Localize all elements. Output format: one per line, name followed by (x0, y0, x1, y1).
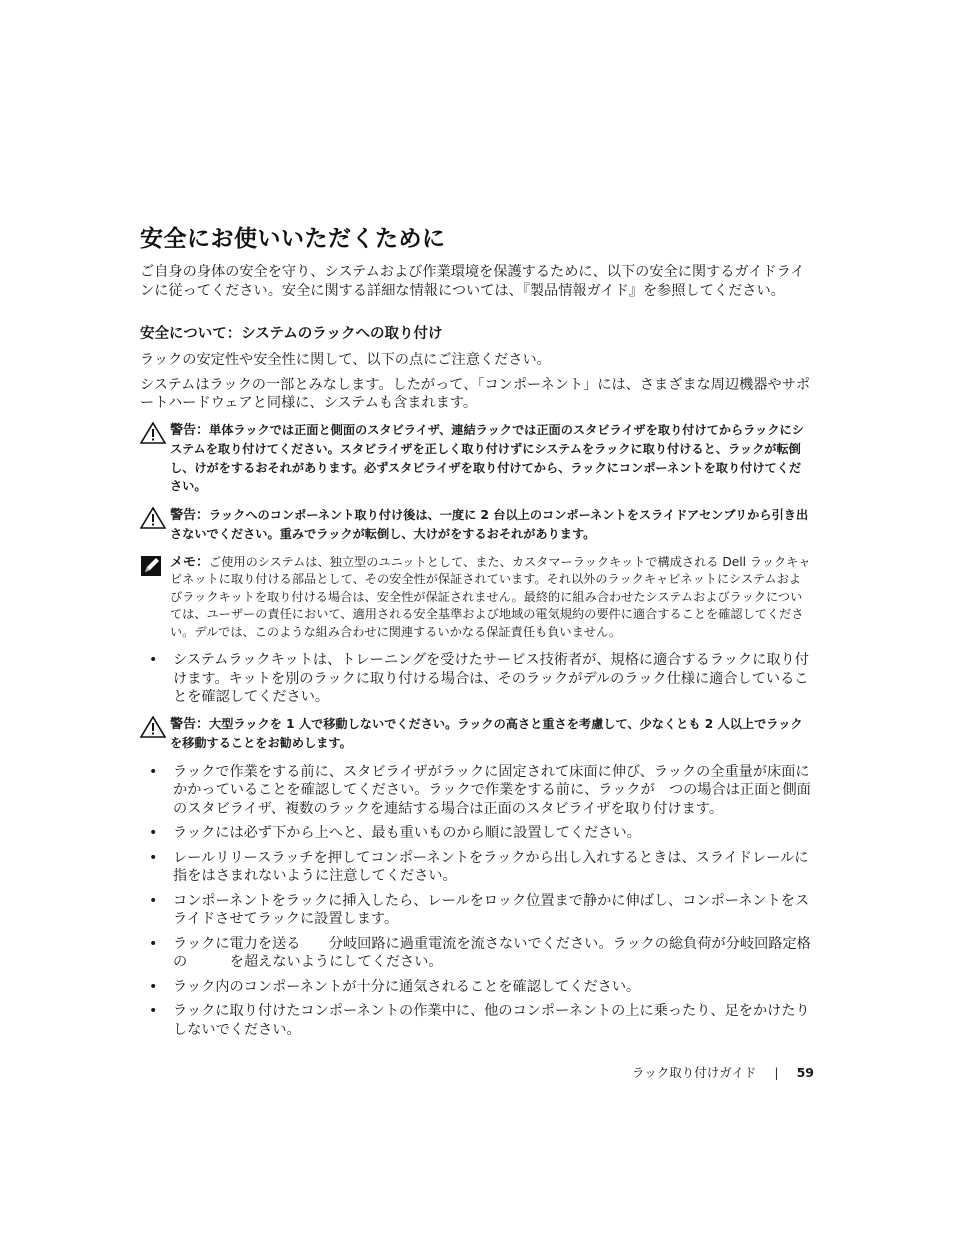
intro-paragraph: ご自身の身体の安全を守り、システムおよび作業環境を保護するために、以下の安全に関するガイドラインに従ってください。安全に関する詳細な情報については、『製品情報ガイド』を参照してください。 (140, 264, 805, 299)
warning-text: 大型ラックを 1 人で移動しないでください。ラックの高さと重さを考慮して、少なくとも 2 人以上でラックを移動することをお勧めします。 (170, 716, 803, 750)
bullet-icon: • (149, 892, 158, 909)
list-item: • レールリリースラッチを押してコンポーネントをラックから出し入れするときは、スライドレールに指をはさまれないように注意してください。 (149, 849, 809, 884)
warning-label: 警告： (170, 507, 210, 523)
list-item: • システムラックキットは、トレーニングを受けたサービス技術者が、規格に適合するラックに取り付けます。キットを別のラックに取り付ける場合は、そのラックがデルのラック仕様に適合していることを確認してください。 (149, 652, 809, 705)
warning-notice-1 (140, 421, 812, 496)
warning-notice-3 (140, 715, 812, 753)
section-heading: 安全について：システムのラックへの取り付け (140, 326, 443, 342)
bullet-icon: • (149, 849, 158, 866)
list-item: • ラックで作業をする前に、スタビライザがラックに固定されて床面に伸び、ラックの全重量が床面にかかっていることを確認してください。ラックで作業をする前に、ラックが つの場合は正面と側面のスタビライザ、複数のラックを連結する場合は正面のスタビライザを取り付けます。 (149, 763, 811, 817)
paragraph-stability: ラックの安定性や安全性に関して、以下の点にご注意ください。 (140, 352, 551, 368)
warning-text: 単体ラックでは正面と側面のスタビライザ、連結ラックでは正面のスタビライザを取り付けてからラックにシステムを取り付けてください。スタビライザを正しく取り付けずにシステムをラックに取り付けると、ラックが転倒し、けがをするおそれがあります。必ずスタビライザを取り付けてから、ラックにコンポーネントを取り付けてください。 (170, 422, 804, 493)
list-item: • ラック内のコンポーネントが十分に通気されることを確認してください。 (149, 978, 641, 995)
page-content (140, 220, 812, 1045)
list-item: • ラックに電力を送る 分岐回路に過重電流を流さないでください。ラックの総負荷が分岐回路定格の を超えないようにしてください。 (149, 935, 811, 970)
bullet-icon: • (149, 825, 158, 841)
warning-triangle-icon (140, 422, 170, 496)
warning-label: 警告： (170, 422, 210, 438)
page-number: 59 (796, 1064, 814, 1080)
list-item: • ラックには必ず下から上へと、最も重いものから順に設置してください。 (149, 825, 641, 841)
bullet-list-2 (140, 763, 812, 1040)
bullet-icon: • (149, 652, 158, 668)
note-pencil-icon (140, 555, 170, 642)
bullet-icon: • (149, 978, 158, 995)
warning-triangle-icon (140, 507, 170, 544)
note-text: ご使用のシステムは、独立型のユニットとして、また、カスタマーラックキットで構成される Dell ラックキャビネットに取り付ける部品として、その安全性が保証されています。それ以外のラックキャビネットにシステムおよびラックキットを取り付ける場合は、安全性が保証されません。最終的に組み合わせたシステムおよびラックについては、ユーザーの責任において、適用される安全基準および地域の電気規約の要件に適合することを確認してください。デルでは、このような組み合わせに関連するいかなる保証責任も負いません。 (170, 554, 811, 639)
note-notice (140, 554, 812, 642)
page-footer (632, 1063, 814, 1081)
list-item: • ラックに取り付けたコンポーネントの作業中に、他のコンポーネントの上に乗ったり、足をかけたりしないでください。 (149, 1003, 810, 1038)
warning-text: ラックへのコンポーネント取り付け後は、一度に 2 台以上のコンポーネントをスライドアセンブリから引き出さないでください。重みでラックが転倒し、大けがをするおそれがあります。 (170, 507, 809, 541)
footer-guide-title: ラック取り付けガイド (631, 1065, 757, 1080)
bullet-list-1 (140, 651, 812, 707)
page-title: 安全にお使いいただくために (140, 226, 446, 252)
footer-separator: | (774, 1064, 779, 1080)
paragraph-components: システムはラックの一部とみなします。したがって、「コンポーネント」には、さまざまな周辺機器やサポートハードウェアと同様に、システムも含まれます。 (140, 376, 811, 411)
bullet-icon: • (149, 1003, 158, 1019)
bullet-icon: • (149, 935, 158, 952)
warning-label: 警告： (170, 716, 210, 732)
list-item: • コンポーネントをラックに挿入したら、レールをロック位置まで静かに伸ばし、コンポーネントをスライドさせてラックに設置します。 (149, 892, 810, 927)
warning-triangle-icon (140, 716, 170, 753)
note-label: メモ： (170, 554, 210, 570)
warning-notice-2 (140, 506, 812, 544)
bullet-icon: • (149, 763, 158, 780)
